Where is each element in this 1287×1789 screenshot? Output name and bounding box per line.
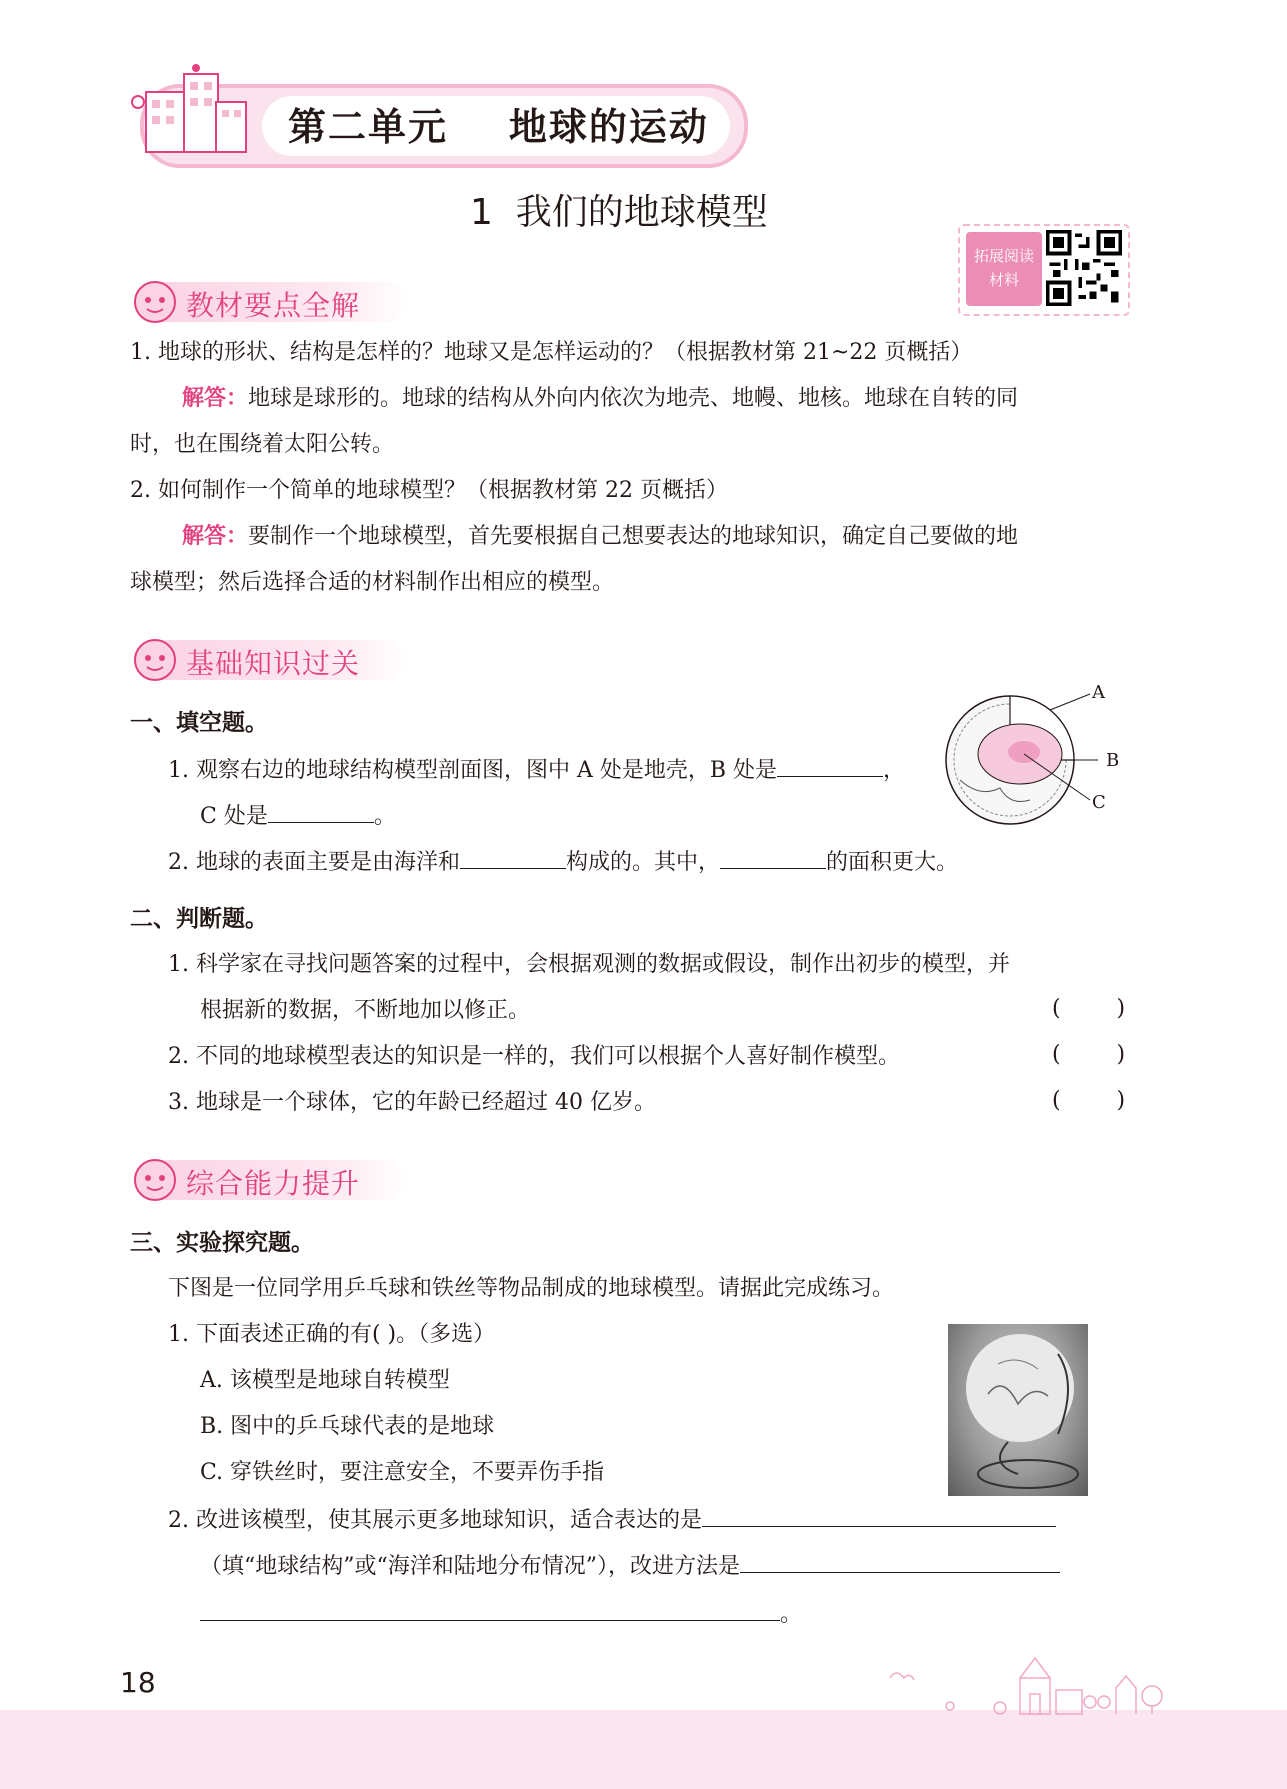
- figure-label-c: C: [1092, 792, 1106, 813]
- answer-2-line2: 球模型；然后选择合适的材料制作出相应的模型。: [130, 570, 615, 595]
- part-1-heading: 一、填空题。: [130, 710, 268, 736]
- answer-paren[interactable]: ( ): [1052, 1088, 1126, 1113]
- experiment-intro: 下图是一位同学用乒乓球和铁丝等物品制成的地球模型。请据此完成练习。: [168, 1276, 895, 1301]
- blank-input[interactable]: [702, 1504, 1056, 1527]
- section-header-key-points: [130, 276, 410, 324]
- castle-decoration-icon: [880, 1648, 1180, 1718]
- option-a: A. 该模型是地球自转模型: [200, 1368, 450, 1393]
- section-header-ability: [130, 1154, 410, 1202]
- figure-label-a: A: [1092, 682, 1105, 703]
- blank-input[interactable]: [460, 846, 566, 869]
- fill-1-text-b: ，: [883, 758, 906, 783]
- mascot-face-icon: [130, 276, 180, 326]
- answer-label: 解答：: [182, 386, 249, 411]
- q2-text-end: 。: [780, 1602, 803, 1627]
- answer-paren[interactable]: ( ): [1052, 996, 1126, 1021]
- building-illustration-icon: [126, 62, 256, 162]
- blank-input[interactable]: [268, 800, 374, 823]
- fill-2-text-a: 2. 地球的表面主要是由海洋和: [168, 850, 460, 875]
- judge-question-1-cont: 根据新的数据，不断地加以修正。: [200, 998, 531, 1023]
- answer-label: 解答：: [182, 524, 249, 549]
- ping-pong-globe-image: [948, 1324, 1088, 1496]
- blank-input[interactable]: [740, 1550, 1060, 1573]
- fill-1-text-a: 1. 观察右边的地球结构模型剖面图，图中 A 处是地壳，B 处是: [168, 758, 778, 783]
- fill-question-1-cont: [200, 800, 396, 832]
- mascot-face-icon: [130, 634, 180, 684]
- earth-model-photo: [948, 1324, 1088, 1496]
- fill-2-text-b: 构成的。其中，: [565, 850, 720, 875]
- judge-question-1: 1. 科学家在寻找问题答案的过程中，会根据观测的数据或假设，制作出初步的模型，并: [168, 952, 1010, 977]
- experiment-question-1: 1. 下面表述正确的有( )。（多选）: [168, 1322, 496, 1347]
- fill-1-text-c: C 处是: [200, 804, 268, 829]
- section-header-basics: [130, 634, 410, 682]
- option-b: B. 图中的乒乓球代表的是地球: [200, 1414, 495, 1439]
- answer-1-line2: 时，也在围绕着太阳公转。: [130, 432, 395, 457]
- section-title: 基础知识过关: [186, 647, 361, 680]
- mascot-face-icon: [130, 1154, 180, 1204]
- page-number: 18: [120, 1666, 156, 1699]
- figure-label-b: B: [1106, 750, 1120, 771]
- question-1: 1. 地球的形状、结构是怎样的？地球又是怎样运动的？（根据教材第 21~22 页概括）: [130, 340, 973, 365]
- blank-input[interactable]: [200, 1598, 780, 1621]
- fill-question-1: [168, 754, 905, 786]
- earth-structure-diagram: [940, 680, 1130, 830]
- footer-band: [0, 1710, 1287, 1789]
- answer-1-line1: [182, 384, 1018, 414]
- experiment-question-2-end: [200, 1598, 802, 1630]
- judge-question-3: 3. 地球是一个球体，它的年龄已经超过 40 亿岁。: [168, 1090, 656, 1115]
- qr-label[interactable]: [966, 232, 1042, 306]
- qr-label-line2: 材料: [988, 271, 1019, 289]
- answer-2-text: 要制作一个地球模型，首先要根据自己想要表达的地球知识，确定自己要做的地: [248, 524, 1019, 549]
- section-title: 教材要点全解: [186, 289, 361, 322]
- qr-code-icon[interactable]: [1046, 230, 1122, 306]
- experiment-question-2: [168, 1504, 1056, 1536]
- question-2: 2. 如何制作一个简单的地球模型？（根据教材第 22 页概括）: [130, 478, 728, 503]
- answer-2-line1: [182, 522, 1018, 552]
- option-c: C. 穿铁丝时，要注意安全，不要弄伤手指: [200, 1460, 605, 1485]
- answer-1-text: 地球是球形的。地球的结构从外向内依次为地壳、地幔、地核。地球在自转的同: [248, 386, 1019, 411]
- experiment-question-2-cont: [200, 1550, 1060, 1582]
- qr-label-line1: 拓展阅读: [973, 247, 1034, 265]
- lesson-title: 1 我们的地球模型: [470, 192, 768, 233]
- fill-1-text-d: 。: [373, 804, 396, 829]
- judge-question-2: 2. 不同的地球模型表达的知识是一样的，我们可以根据个人喜好制作模型。: [168, 1044, 900, 1069]
- part-2-heading: 二、判断题。: [130, 906, 268, 932]
- blank-input[interactable]: [777, 754, 883, 777]
- blank-input[interactable]: [720, 846, 826, 869]
- answer-paren[interactable]: ( ): [1052, 1042, 1126, 1067]
- part-3-heading: 三、实验探究题。: [130, 1230, 314, 1256]
- fill-2-text-c: 的面积更大。: [826, 850, 959, 875]
- section-title: 综合能力提升: [186, 1167, 361, 1200]
- unit-title: 第二单元 地球的运动: [288, 104, 709, 149]
- q2-text-b: （填“地球结构”或“海洋和陆地分布情况”），改进方法是: [200, 1554, 740, 1579]
- q2-text-a: 2. 改进该模型，使其展示更多地球知识，适合表达的是: [168, 1508, 702, 1533]
- fill-question-2: [168, 846, 958, 878]
